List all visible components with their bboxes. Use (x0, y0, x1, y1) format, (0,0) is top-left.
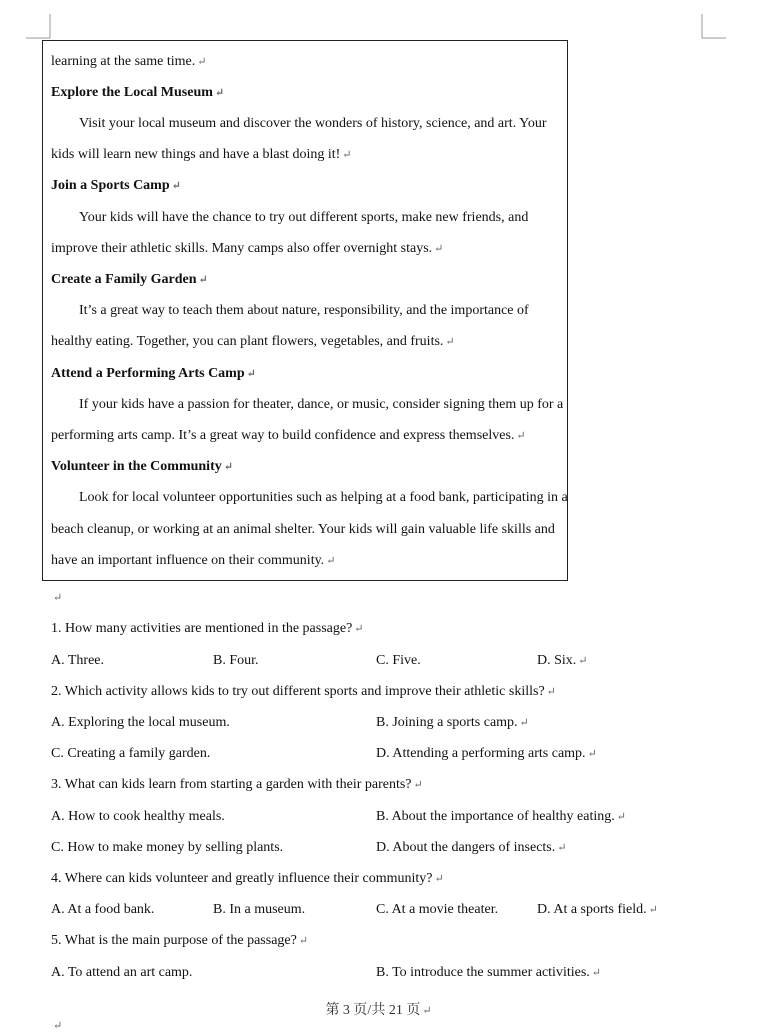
option: D. Six. ↵ (537, 653, 588, 668)
passage-line: healthy eating. Together, you can plant flowers, vegetables, and fruits. ↵ (51, 334, 455, 349)
passage-line: It’s a great way to teach them about nature, responsibility, and the importance of (79, 303, 529, 318)
section-heading: Create a Family Garden ↵ (51, 272, 208, 287)
empty-paragraph: ↵ (53, 1020, 63, 1032)
option: D. At a sports field. ↵ (537, 902, 658, 917)
option: C. Creating a family garden. (51, 746, 211, 761)
option: C. At a movie theater. (376, 902, 499, 917)
crop-mark-top-left (26, 14, 56, 40)
empty-paragraph: ↵ (53, 592, 63, 604)
option: A. At a food bank. (51, 902, 155, 917)
passage-line: improve their athletic skills. Many camps also offer overnight stays. ↵ (51, 241, 444, 256)
section-heading: Explore the Local Museum ↵ (51, 85, 225, 100)
passage-line: If your kids have a passion for theater, dance, or music, consider signing them up for a (79, 397, 564, 412)
option: A. Three. (51, 653, 104, 668)
passage-line: learning at the same time. ↵ (51, 54, 207, 69)
option: B. Four. (213, 653, 259, 668)
option: B. Joining a sports camp. ↵ (376, 715, 529, 730)
page-footer: 第 3 页/共 21 页 ↵ (325, 1003, 432, 1018)
passage-line: have an important influence on their community. ↵ (51, 553, 336, 568)
section-heading: Attend a Performing Arts Camp ↵ (51, 366, 256, 381)
passage-line: beach cleanup, or working at an animal shelter. Your kids will gain valuable life skills and (51, 522, 555, 537)
option: D. Attending a performing arts camp. ↵ (376, 746, 597, 761)
passage-line: Visit your local museum and discover the wonders of history, science, and art. Your (79, 116, 547, 131)
passage-line: performing arts camp. It’s a great way to build confidence and express themselves. ↵ (51, 428, 526, 443)
option: A. How to cook healthy meals. (51, 809, 225, 824)
option: C. Five. (376, 653, 421, 668)
passage-line: Your kids will have the chance to try out different sports, make new friends, and (79, 210, 529, 225)
option: A. Exploring the local museum. (51, 715, 230, 730)
option: B. About the importance of healthy eating. ↵ (376, 809, 626, 824)
option: A. To attend an art camp. (51, 965, 193, 980)
question-stem: 4. Where can kids volunteer and greatly influence their community? ↵ (51, 871, 444, 886)
crop-mark-top-right (700, 14, 730, 40)
question-stem: 5. What is the main purpose of the passage? ↵ (51, 933, 309, 948)
option: B. In a museum. (213, 902, 306, 917)
section-heading: Volunteer in the Community ↵ (51, 459, 233, 474)
option: B. To introduce the summer activities. ↵ (376, 965, 601, 980)
option: D. About the dangers of insects. ↵ (376, 840, 567, 855)
question-stem: 3. What can kids learn from starting a garden with their parents? ↵ (51, 777, 423, 792)
passage-line: kids will learn new things and have a blast doing it! ↵ (51, 147, 352, 162)
passage-line: Look for local volunteer opportunities such as helping at a food bank, participating in a (79, 490, 568, 505)
option: C. How to make money by selling plants. (51, 840, 284, 855)
question-stem: 1. How many activities are mentioned in the passage? ↵ (51, 621, 364, 636)
question-stem: 2. Which activity allows kids to try out different sports and improve their athletic skills? ↵ (51, 684, 556, 699)
section-heading: Join a Sports Camp ↵ (51, 178, 181, 193)
